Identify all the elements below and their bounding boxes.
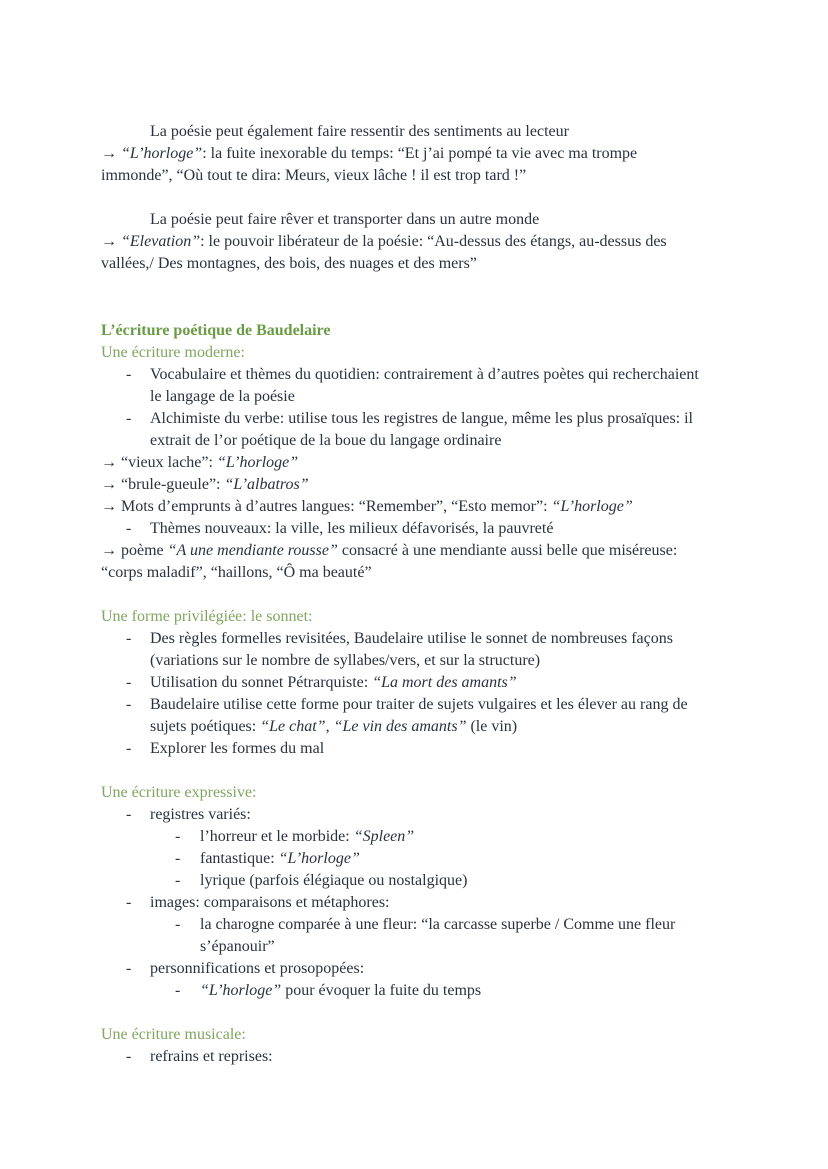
paragraph-line: [101, 231, 667, 253]
intro-text: La poésie peut également faire ressentir des sentiments au lecteur: [150, 123, 569, 140]
list-item: [150, 738, 324, 760]
arrow-icon: →: [101, 145, 121, 162]
arrow-text: → Mots d’emprunts à d’autres langues: “Remember”, “Esto memor”:: [101, 498, 552, 515]
paragraph-line: [101, 562, 372, 584]
poem-title: “Le chat”: [260, 718, 326, 735]
bullet-dash: -: [126, 1048, 132, 1065]
subsection-label: [101, 782, 256, 804]
arrow-line: [101, 496, 633, 518]
sub-list-item: [200, 980, 481, 1002]
bullet-dash: -: [126, 366, 132, 383]
arrow-icon: →: [101, 233, 121, 250]
sub-bullet-dash: -: [175, 828, 181, 845]
list-item-text: Thèmes nouveaux: la ville, les milieux défavorisés, la pauvreté: [150, 520, 554, 537]
list-item-text: lyrique (parfois élégiaque ou nostalgique): [200, 872, 468, 889]
poem-title: “L’horloge”: [216, 454, 299, 471]
list-item-text: Baudelaire utilise cette forme pour traiter de sujets vulgaires et les élever au rang de: [150, 696, 688, 713]
subsection-label: [101, 342, 245, 364]
list-item-text: s’épanouir”: [200, 938, 275, 955]
list-item-continuation: [150, 386, 295, 408]
arrow-text: → “vieux lache”:: [101, 454, 217, 471]
paragraph-text: : la fuite inexorable du temps: “Et j’ai pompé ta vie avec ma trompe: [202, 145, 638, 162]
list-item-text: Explorer les formes du mal: [150, 740, 325, 757]
subsection-label-text: Une écriture moderne:: [101, 344, 245, 361]
list-item-text: (variations sur le nombre de syllabes/vers, et sur la structure): [150, 652, 541, 669]
list-item: [150, 804, 251, 826]
paragraph-text: “corps maladif”, “haillons, “Ô ma beauté”: [101, 564, 372, 581]
bullet-dash: -: [126, 410, 132, 427]
bullet-dash: -: [126, 630, 132, 647]
arrow-text: consacré à une mendiante aussi belle que miséreuse:: [337, 542, 678, 559]
list-item-text: (le vin): [466, 718, 518, 735]
sub-list-item: [200, 870, 467, 892]
bullet-dash: -: [126, 520, 132, 537]
poem-title: “Le vin des amants”: [333, 718, 467, 735]
subsection-label-text: Une écriture musicale:: [101, 1026, 246, 1043]
bullet-dash: -: [126, 960, 132, 977]
poem-title: “L’horloge”: [200, 982, 282, 999]
list-item: [150, 628, 673, 650]
poem-title: “A une mendiante rousse”: [167, 542, 338, 559]
list-item-continuation: [150, 430, 501, 452]
list-item-text: Vocabulaire et thèmes du quotidien: contrairement à d’autres poètes qui recherchaient: [150, 366, 699, 383]
poem-title: “L’horloge”: [121, 145, 203, 162]
sub-list-item-continuation: [200, 936, 275, 958]
list-item-text: refrains et reprises:: [150, 1048, 273, 1065]
poem-title: “La mort des amants”: [372, 674, 517, 691]
list-item: [150, 694, 688, 716]
separator-text: ,: [325, 718, 334, 735]
bullet-dash: -: [126, 806, 132, 823]
list-item-text: images: comparaisons et métaphores:: [150, 894, 390, 911]
paragraph-text: : le pouvoir libérateur de la poésie: “Au-dessus des étangs, au-dessus des: [200, 233, 667, 250]
list-item: [150, 958, 364, 980]
poem-title: “L’albatros”: [224, 476, 309, 493]
arrow-line: [101, 452, 298, 474]
list-item: [150, 408, 693, 430]
paragraph-text: vallées,/ Des montagnes, des bois, des nuages et des mers”: [101, 255, 477, 272]
bullet-dash: -: [126, 894, 132, 911]
list-item: [150, 1046, 273, 1068]
list-item-text: registres variés:: [150, 806, 251, 823]
subsection-label-text: Une forme privilégiée: le sonnet:: [101, 608, 313, 625]
list-item: [150, 364, 699, 386]
list-item-text: sujets poétiques:: [150, 718, 261, 735]
list-item-text: Alchimiste du verbe: utilise tous les registres de langue, même les plus prosaïques: il: [150, 410, 693, 427]
poem-title: “Spleen”: [353, 828, 415, 845]
sub-bullet-dash: -: [175, 982, 181, 999]
list-item-text: extrait de l’or poétique de la boue du langage ordinaire: [150, 432, 502, 449]
arrow-text: → “brule-gueule”:: [101, 476, 225, 493]
paragraph-intro-2: [150, 209, 539, 231]
sub-list-item: [200, 826, 414, 848]
list-item-text: la charogne comparée à une fleur: “la carcasse superbe / Comme une fleur: [200, 916, 676, 933]
paragraph-line: [101, 165, 526, 187]
sub-list-item: [200, 914, 675, 936]
list-item-continuation: [150, 650, 540, 672]
subsection-label-text: Une écriture expressive:: [101, 784, 257, 801]
list-item: [150, 518, 553, 540]
sub-bullet-dash: -: [175, 916, 181, 933]
list-item-text: fantastique:: [200, 850, 279, 867]
sub-bullet-dash: -: [175, 872, 181, 889]
list-item-text: personnifications et prosopopées:: [150, 960, 365, 977]
list-item-text: le langage de la poésie: [150, 388, 295, 405]
list-item: [150, 672, 517, 694]
list-item-text: l’horreur et le morbide:: [200, 828, 354, 845]
bullet-dash: -: [126, 696, 132, 713]
poem-title: “L’horloge”: [551, 498, 633, 515]
arrow-text: → poème: [101, 542, 168, 559]
list-item-text: Utilisation du sonnet Pétrarquiste:: [150, 674, 373, 691]
section-heading: [101, 320, 330, 342]
intro-text: La poésie peut faire rêver et transporter dans un autre monde: [150, 211, 540, 228]
poem-title: “L’horloge”: [278, 850, 360, 867]
sub-bullet-dash: -: [175, 850, 181, 867]
list-item-continuation: [150, 716, 517, 738]
sub-list-item: [200, 848, 360, 870]
list-item-text: Des règles formelles revisitées, Baudelaire utilise le sonnet de nombreuses façons: [150, 630, 673, 647]
paragraph-text: immonde”, “Où tout te dira: Meurs, vieux lâche ! il est trop tard !”: [101, 167, 527, 184]
heading-text: L’écriture poétique de Baudelaire: [101, 322, 331, 339]
bullet-dash: -: [126, 674, 132, 691]
bullet-dash: -: [126, 740, 132, 757]
list-item: [150, 892, 389, 914]
subsection-label: [101, 1024, 246, 1046]
arrow-line: [101, 540, 677, 562]
arrow-line: [101, 474, 309, 496]
paragraph-line: [101, 143, 637, 165]
subsection-label: [101, 606, 312, 628]
poem-title: “Elevation”: [121, 233, 201, 250]
list-item-text: pour évoquer la fuite du temps: [281, 982, 482, 999]
paragraph-line: [101, 253, 477, 275]
paragraph-intro-1: [150, 121, 569, 143]
